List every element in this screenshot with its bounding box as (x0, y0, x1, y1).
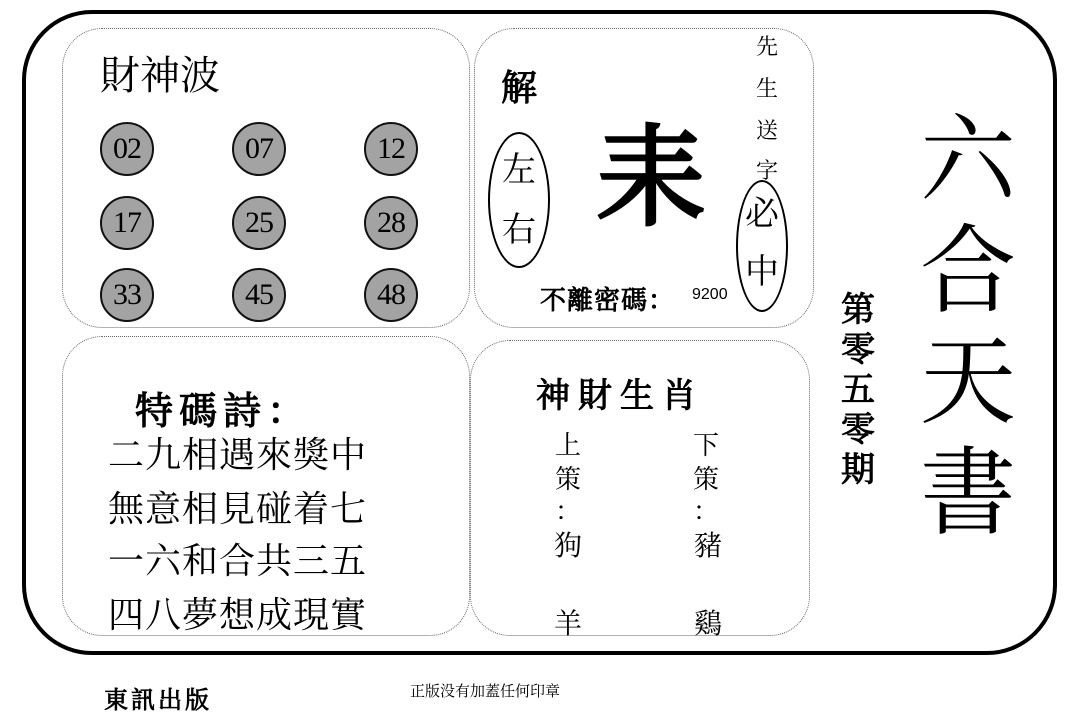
book-title (908, 105, 1028, 549)
note-char: 送 (755, 119, 778, 144)
note-char: 先 (755, 35, 778, 60)
lower-animal: 豬 (693, 529, 722, 562)
poem-line: 四八夢想成現實 (108, 595, 368, 636)
number-ball: 45 (232, 268, 286, 322)
issue-char: 五 (841, 370, 875, 410)
lower-label-char: 下 (692, 431, 719, 461)
riddle-main-char: 耒 (596, 114, 706, 242)
riddle-label: 解 (501, 68, 538, 109)
upper-animal: 狗 (553, 529, 582, 562)
upper-label-char: ： (554, 497, 581, 527)
lower-label-char: ： (692, 497, 719, 527)
must-char: 必 (745, 194, 779, 234)
lower-label-char: 策 (692, 465, 719, 495)
upper-label-char: 上 (554, 431, 581, 461)
poem-line: 無意相見碰着七 (108, 489, 368, 530)
number-ball: 12 (364, 122, 418, 176)
issue-number (836, 290, 880, 490)
title-char: 合 (920, 215, 1016, 327)
poem-line: 二九相遇來獎中 (108, 435, 368, 476)
number-ball: 25 (232, 196, 286, 250)
note-char: 生 (755, 77, 778, 102)
number-ball: 02 (100, 122, 154, 176)
title-char: 天 (920, 326, 1016, 438)
upper-animal: 羊 (553, 607, 582, 640)
issue-char: 期 (841, 450, 875, 490)
publisher: 東訊出版 (104, 685, 212, 714)
number-ball: 07 (232, 122, 286, 176)
hit-char: 中 (745, 252, 779, 292)
authenticity-notice: 正版没有加蓋任何印章 (410, 682, 561, 700)
number-ball: 28 (364, 196, 418, 250)
wealth-title: 財神波 (100, 53, 220, 99)
number-ball: 33 (100, 268, 154, 322)
upper-label-char: 策 (554, 465, 581, 495)
issue-char: 零 (841, 410, 875, 450)
note-char: 字 (755, 159, 778, 184)
title-char: 書 (920, 437, 1016, 549)
code-value: 9200 (692, 286, 728, 303)
poem-line: 一六和合共三五 (108, 541, 368, 582)
title-char: 六 (920, 104, 1016, 216)
lower-animal: 鷄 (693, 607, 722, 640)
zodiac-title: 神財生肖 (536, 376, 704, 416)
number-ball: 17 (100, 196, 154, 250)
right-char: 右 (502, 210, 536, 250)
issue-char: 第 (841, 290, 875, 330)
issue-char: 零 (841, 330, 875, 370)
poem-title: 特碼詩： (135, 388, 312, 433)
number-ball: 48 (364, 268, 418, 322)
code-label: 不離密碼： (540, 286, 676, 316)
left-char: 左 (502, 150, 536, 190)
